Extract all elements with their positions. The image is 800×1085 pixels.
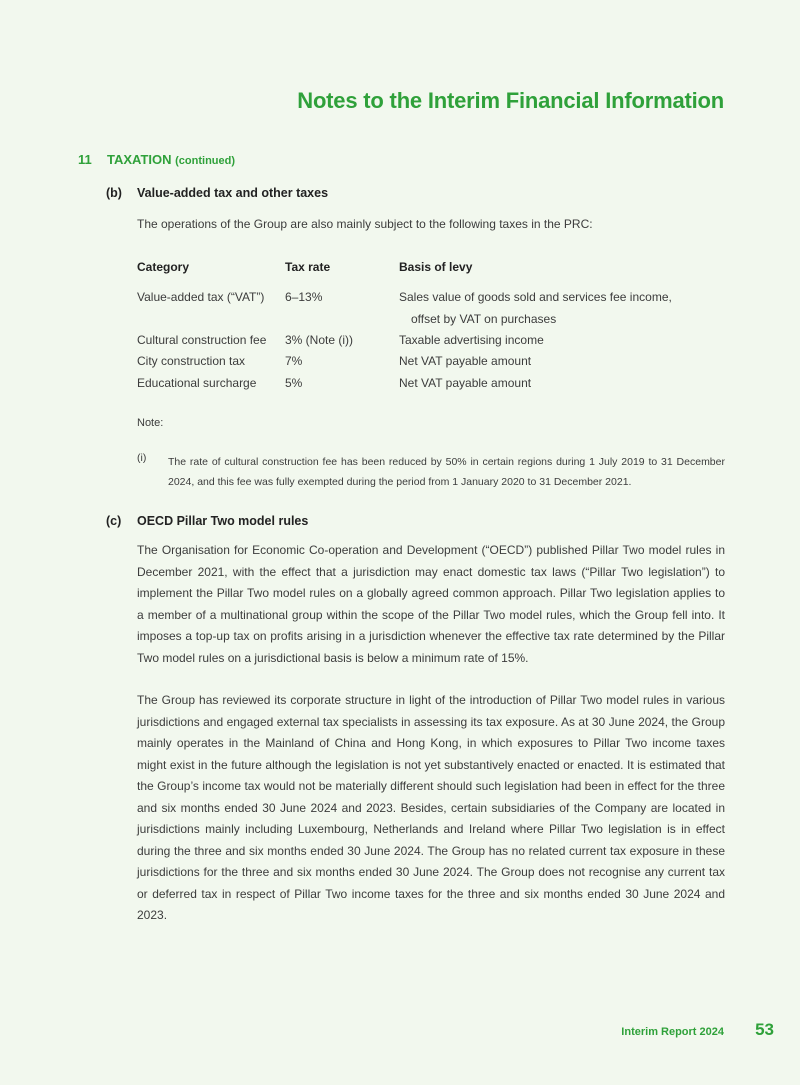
- table-header-category: Category: [137, 260, 190, 274]
- subsection-c-paragraph-2: The Group has reviewed its corporate structure in light of the introduction of Pillar Two model rules in various jurisdictions and engaged external tax specialists in assessing its tax exposure. As at 30 June 2024, the Group mainly operates in the Mainland of China and Hong Kong, in which exposures to Pillar Two income taxes might exist in the future although the legislation is not yet substantively enacted or enacted. It is estimated that the Group’s income tax would not be materially different should such legislation had been in effect for the three and six months ended 30 June 2024 and 2023. Besides, certain subsidiaries of the Company are located in jurisdictions mainly including Luxembourg, Netherlands and Ireland where Pillar Two legislation is in effect during the three and six months ended 30 June 2024. The Group has no related current tax exposure in these jurisdictions for the three and six months ended 30 June 2024. The Group does not recognise any current tax or deferred tax in respect of Pillar Two income taxes for the three and six months ended 30 June 2024 and 2023.: [137, 693, 725, 922]
- table-header-row: [137, 260, 727, 280]
- section-continued: (continued): [175, 155, 236, 167]
- table-cell-basis: Taxable advertising income: [399, 333, 544, 347]
- subsection-b-heading: [106, 186, 328, 200]
- section-number: 11: [78, 152, 92, 167]
- table-cell-category: City construction tax: [137, 354, 246, 368]
- table-cell-rate: 5%: [285, 376, 303, 390]
- table-cell-category: Value-added tax (“VAT”): [137, 290, 265, 304]
- subsection-b-intro: The operations of the Group are also mainly subject to the following taxes in the PRC:: [137, 217, 593, 231]
- subsection-c-paragraph-1: The Organisation for Economic Co-operation and Development (“OECD”) published Pillar Two model rules in December 2021, with the effect that a jurisdiction may enact domestic tax laws (“Pillar Two legislation”) to implement the Pillar Two model rules on a globally agreed common approach. Pillar Two legislation applies to a member of a multinational group within the scope of the Pillar Two model rules, which the Group fell into. It imposes a top-up tax on profits arising in a jurisdiction whenever the effective tax rate determined by the Pillar Two model rules on a jurisdictional basis is below a minimum rate of 15%.: [137, 543, 725, 665]
- table-cell-rate: 3% (Note (i)): [285, 333, 354, 347]
- table-cell-category: Educational surcharge: [137, 376, 257, 390]
- table-header-rate: Tax rate: [285, 260, 331, 274]
- page-title: Notes to the Interim Financial Information: [297, 88, 724, 113]
- table-row: [137, 376, 727, 396]
- table-cell-rate: 7%: [285, 354, 303, 368]
- footer-report-label: Interim Report 2024: [621, 1026, 724, 1038]
- section-title: TAXATION: [107, 152, 172, 167]
- subsection-b-title: Value-added tax and other taxes: [137, 186, 329, 200]
- table-row: [137, 290, 727, 310]
- subsection-c-letter: (c): [106, 514, 122, 528]
- table-cell-basis: Net VAT payable amount: [399, 376, 532, 390]
- page-number: 53: [755, 1020, 774, 1039]
- table-row: [137, 333, 727, 353]
- table-cell-basis: offset by VAT on purchases: [411, 312, 557, 326]
- table-cell-basis: Net VAT payable amount: [399, 354, 532, 368]
- table-cell-basis: Sales value of goods sold and services fee income,: [399, 290, 672, 304]
- note-text: The rate of cultural construction fee has been reduced by 50% in certain regions during 1 July 2019 to 31 December 2024, and this fee was fully exempted during the period from 1 January 2020 to 31 December 2021.: [168, 456, 725, 488]
- section-heading: [78, 152, 235, 167]
- table-header-basis: Basis of levy: [399, 260, 473, 274]
- table-cell-rate: 6–13%: [285, 290, 323, 304]
- subsection-c-title: OECD Pillar Two model rules: [137, 514, 309, 528]
- note-label: Note:: [137, 417, 164, 429]
- note-marker: (i): [137, 452, 147, 464]
- table-row: [137, 354, 727, 374]
- subsection-c-heading: [106, 514, 308, 528]
- subsection-b-letter: (b): [106, 186, 122, 200]
- table-row: [137, 312, 727, 332]
- table-cell-category: Cultural construction fee: [137, 333, 267, 347]
